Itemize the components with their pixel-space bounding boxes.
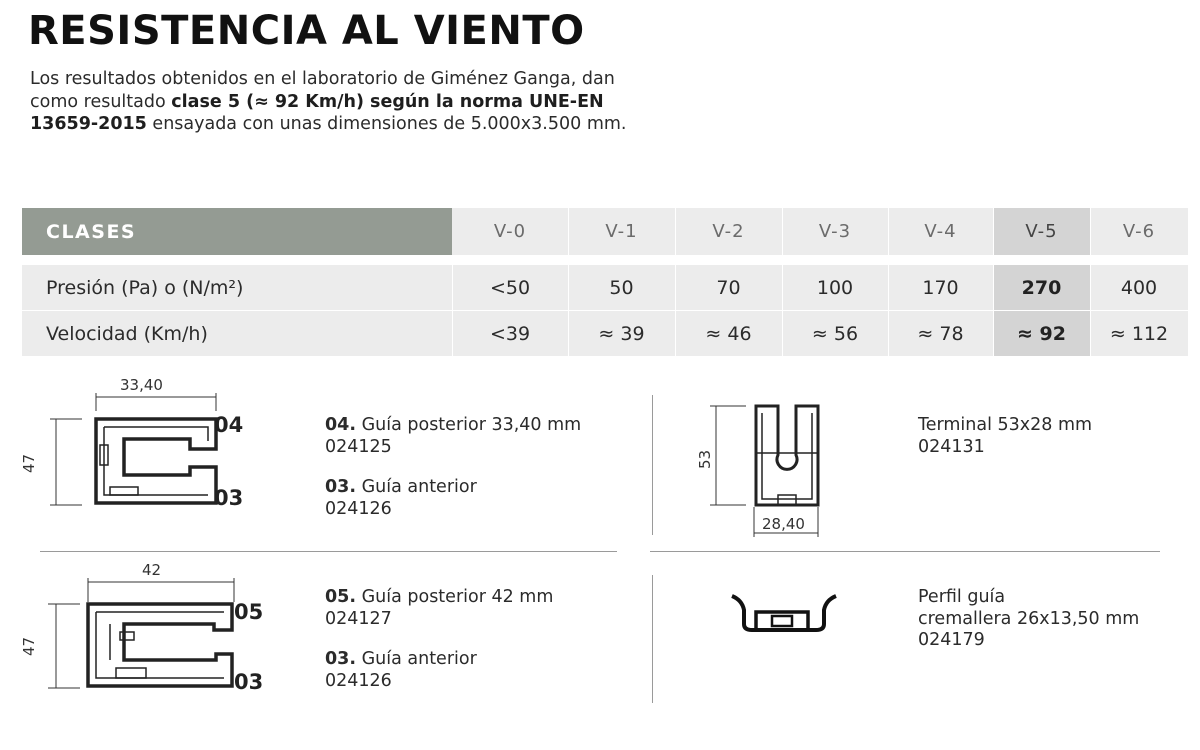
p3-line2-text: Guía anterior <box>356 649 477 669</box>
header-col-divider <box>568 208 569 255</box>
terminal-drawing <box>686 395 846 540</box>
table-cell: <39 <box>489 322 531 345</box>
page-title: RESISTENCIA AL VIENTO <box>28 8 585 54</box>
table-cell: 70 <box>716 276 741 299</box>
p3-line1 <box>325 587 553 609</box>
p1-height-dim: 47 <box>20 453 38 473</box>
p4-description <box>918 587 1139 652</box>
body-col-divider <box>782 265 783 356</box>
p3-line2-code: 024126 <box>325 670 392 691</box>
class-header-v-0: V-0 <box>452 208 568 255</box>
class-header-v-2: V-2 <box>675 208 782 255</box>
class-header-v-3: V-3 <box>782 208 888 255</box>
p3-line1-code: 024127 <box>325 608 392 629</box>
p3-line2 <box>325 649 553 671</box>
guia-posterior-42-drawing <box>20 560 235 710</box>
header-col-divider <box>675 208 676 255</box>
header-col-divider <box>993 208 994 255</box>
table-cell: 50 <box>609 276 634 299</box>
p1-description <box>325 415 581 520</box>
separator-vertical-bottom <box>652 575 653 703</box>
intro-paragraph <box>30 68 650 136</box>
p4-name-line1: Perfil guía <box>918 587 1006 607</box>
row-label-velocidad: Velocidad (Km/h) <box>46 322 208 345</box>
p3-line1-num: 05. <box>325 587 357 607</box>
p1-line2-num: 03. <box>325 477 357 497</box>
separator-vertical-top <box>652 395 653 535</box>
p1-tag-top: 04 <box>214 413 244 437</box>
p4-code: 024179 <box>918 630 985 650</box>
p3-line1-text: Guía posterior 42 mm <box>356 587 554 607</box>
body-col-divider <box>888 265 889 356</box>
p2-name: Terminal 53x28 mm <box>918 415 1093 435</box>
table-cell: 100 <box>816 276 854 299</box>
perfil-guia-cremallera-drawing <box>728 592 840 636</box>
header-col-divider <box>782 208 783 255</box>
intro-text-bold: clase 5 (≈ 92 Km/h) según la norma UNE-EN 13659-2015 <box>30 91 604 134</box>
p3-line2-num: 03. <box>325 649 357 669</box>
p3-tag-bottom: 03 <box>234 670 264 694</box>
table-cell: <50 <box>489 276 531 299</box>
p1-line1 <box>325 415 581 437</box>
guia-posterior-33-drawing <box>20 375 230 525</box>
table-cell: ≈ 56 <box>811 322 859 345</box>
table-cell: 400 <box>1120 276 1158 299</box>
p2-width-dim: 28,40 <box>762 515 805 533</box>
class-header-v-4: V-4 <box>888 208 993 255</box>
body-col-divider <box>452 265 453 356</box>
class-header-v-1: V-1 <box>568 208 675 255</box>
row-label-presion: Presión (Pa) o (N/m²) <box>46 276 244 299</box>
p2-description <box>918 415 1092 458</box>
p2-height-dim: 53 <box>696 449 714 469</box>
header-col-divider <box>1090 208 1091 255</box>
table-cell: ≈ 46 <box>705 322 752 345</box>
body-col-divider <box>675 265 676 356</box>
header-col-divider <box>888 208 889 255</box>
p3-tag-top: 05 <box>234 600 264 624</box>
table-cell: ≈ 78 <box>917 322 964 345</box>
table-cell: 270 <box>993 265 1090 310</box>
intro-text-end: ensayada con unas dimensiones de 5.000x3.500 mm. <box>146 114 627 134</box>
table-cell: 170 <box>922 276 959 299</box>
p1-tag-bottom: 03 <box>214 486 244 510</box>
table-cell: ≈ 112 <box>1109 322 1169 345</box>
intro-text-start: Los resultados obtenidos en el laboratorio de Giménez Ganga, dan como resultado <box>30 69 615 112</box>
p1-line2-text: Guía anterior <box>356 477 477 497</box>
separator-horizontal-right <box>650 551 1160 552</box>
p3-width-dim: 42 <box>142 561 162 579</box>
p3-description <box>325 587 553 692</box>
class-header-v-5: V-5 <box>993 208 1090 255</box>
p1-line1-num: 04. <box>325 415 357 435</box>
p2-code: 024131 <box>918 436 985 457</box>
body-col-divider <box>568 265 569 356</box>
p1-line2-code: 024126 <box>325 498 392 519</box>
p1-line1-text: Guía posterior 33,40 mm <box>356 415 582 435</box>
body-col-divider <box>1090 265 1091 356</box>
p3-height-dim: 47 <box>20 636 38 656</box>
table-header-label: CLASES <box>22 208 452 255</box>
class-header-v-6: V-6 <box>1090 208 1188 255</box>
p1-line2 <box>325 477 581 499</box>
table-cell: ≈ 92 <box>993 311 1090 356</box>
body-col-divider <box>993 265 994 356</box>
table-cell: ≈ 39 <box>598 322 645 345</box>
p4-name-line2: cremallera 26x13,50 mm <box>918 608 1140 629</box>
p1-width-dim: 33,40 <box>120 376 163 394</box>
separator-horizontal-left <box>40 551 617 552</box>
p1-line1-code: 024125 <box>325 436 392 457</box>
